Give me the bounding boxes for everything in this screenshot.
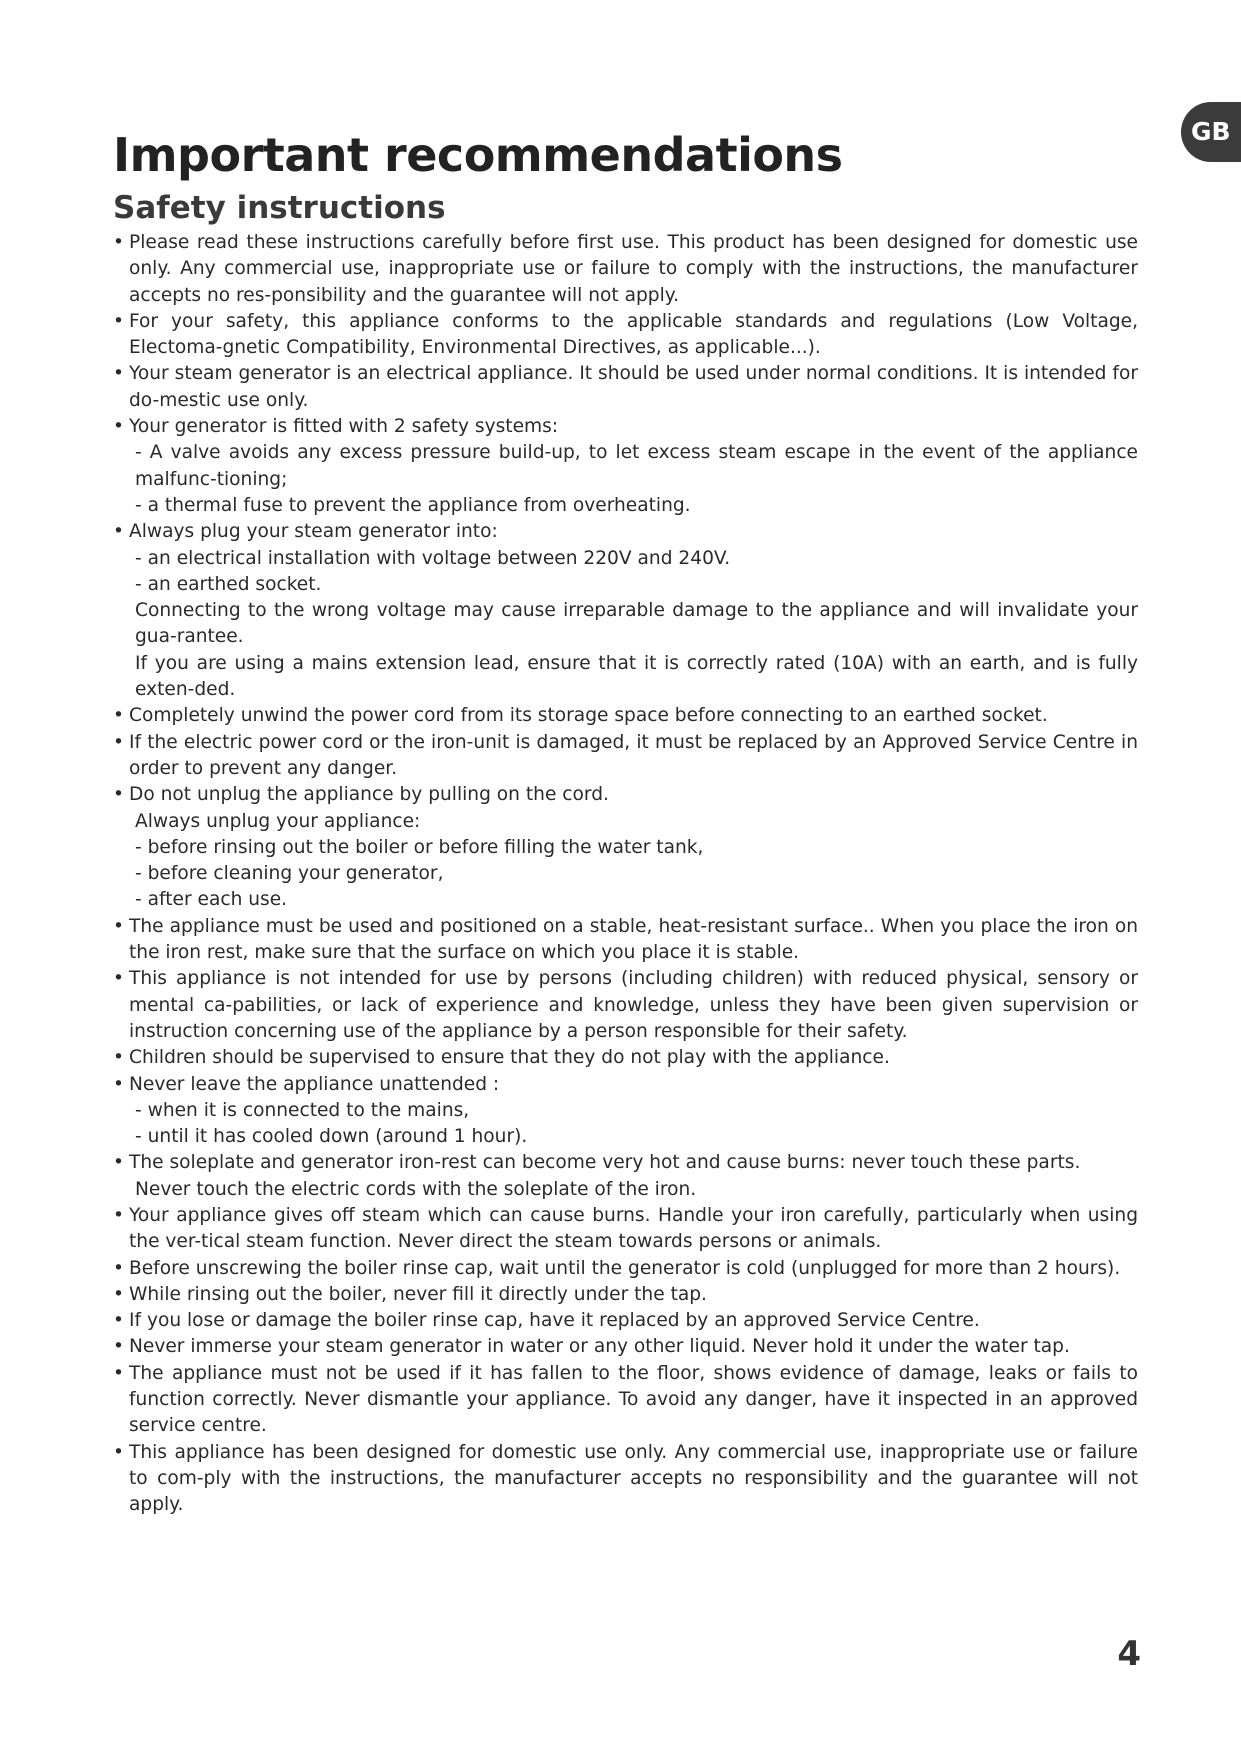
safety-item-text: Your appliance gives off steam which can cause burns. Handle your iron carefully, particularly when using the ver-tical steam function. Never direct the steam towards persons or animals.: [129, 1204, 1138, 1253]
safety-item-note: Always unplug your appliance:: [135, 810, 421, 832]
safety-item-text: Before unscrewing the boiler rinse cap, wait until the generator is cold (unplugged for more than 2 hours).: [129, 1257, 1121, 1279]
safety-list-item: [113, 703, 1138, 729]
safety-instructions-body: [113, 230, 1138, 1519]
safety-list-item: [113, 230, 1138, 309]
safety-list-item: [113, 1334, 1138, 1360]
safety-item-text: Your steam generator is an electrical appliance. It should be used under normal conditions. It is intended for do-mestic use only.: [129, 363, 1138, 411]
safety-item-note: Connecting to the wrong voltage may cause irreparable damage to the appliance and will invalidate your gua-rantee.: [135, 600, 1138, 648]
safety-sub-item: - an electrical installation with voltage between 220V and 240V.: [135, 547, 731, 569]
safety-sub-item: - a thermal fuse to prevent the appliance from overheating.: [135, 494, 691, 516]
safety-item-text: Do not unplug the appliance by pulling on the cord.: [129, 784, 609, 806]
safety-item-text: Children should be supervised to ensure that they do not play with the appliance.: [129, 1047, 890, 1069]
safety-list-item: [113, 309, 1138, 362]
safety-item-text: Never immerse your steam generator in water or any other liquid. Never hold it under the water tap.: [129, 1336, 1070, 1358]
safety-list-item: [113, 1256, 1138, 1282]
language-tab: GB: [1181, 102, 1241, 162]
safety-item-text: The appliance must not be used if it has fallen to the floor, shows evidence of damage, leaks or fails to function correctly. Never dismantle your appliance. To avoid any danger, have it inspected in an approved service centre.: [129, 1362, 1138, 1437]
safety-list-item: [113, 1203, 1138, 1256]
safety-item-text: If you lose or damage the boiler rinse cap, have it replaced by an approved Service Centre.: [129, 1310, 980, 1332]
safety-item-note: If you are using a mains extension lead, ensure that it is correctly rated (10A) with an earth, and is fully exten-ded.: [135, 652, 1138, 701]
safety-list-item: [113, 414, 1138, 519]
safety-sub-item: - an earthed socket.: [135, 573, 322, 595]
safety-item-text: The appliance must be used and positioned on a stable, heat-resistant surface.. When you place the iron on the iron rest, make sure that the surface on which you place it is stable.: [129, 915, 1138, 964]
safety-item-text: This appliance is not intended for use by persons (including children) with reduced physical, sensory or mental ca-pabilities, or lack of experience and knowledge, unless they have been given supervision or instruction concerning use of the appliance by a person responsible for their safety.: [129, 968, 1138, 1042]
safety-list-item: [113, 782, 1138, 913]
safety-list-item: [113, 1045, 1138, 1071]
safety-list-item: [113, 1150, 1138, 1203]
safety-item-text: Please read these instructions carefully before first use. This product has been designed for domestic use only. Any commercial use, inappropriate use or failure to comply with the instructions, the manufacturer accepts no res-ponsibility and the guarantee will not apply.: [129, 232, 1138, 306]
safety-sub-item: - after each use.: [135, 889, 288, 911]
safety-list-item: [113, 1440, 1138, 1519]
safety-list-item: [113, 1308, 1138, 1334]
safety-item-text: Always plug your steam generator into:: [129, 521, 498, 543]
safety-sub-item: - before cleaning your generator,: [135, 863, 444, 885]
safety-list-item: [113, 361, 1138, 414]
safety-item-text: While rinsing out the boiler, never fill it directly under the tap.: [129, 1283, 707, 1305]
safety-item-text: This appliance has been designed for domestic use only. Any commercial use, inappropriate use or failure to com-ply with the instructions, the manufacturer accepts no responsibility and the guarantee will not apply.: [129, 1441, 1138, 1516]
page-number: 4: [1117, 1634, 1141, 1674]
safety-list-item: [113, 1282, 1138, 1308]
section-title: Safety instructions: [113, 190, 446, 226]
safety-item-text: If the electric power cord or the iron-unit is damaged, it must be replaced by an Approved Service Centre in order to prevent any danger.: [129, 731, 1138, 779]
safety-item-text: Completely unwind the power cord from its storage space before connecting to an earthed socket.: [129, 705, 1048, 727]
safety-item-text: Never leave the appliance unattended :: [129, 1073, 500, 1095]
page-title: Important recommendations: [113, 128, 843, 182]
safety-sub-item: - before rinsing out the boiler or before filling the water tank,: [135, 836, 704, 858]
safety-sub-item: - when it is connected to the mains,: [135, 1099, 470, 1121]
safety-item-text: Your generator is fitted with 2 safety systems:: [129, 416, 559, 438]
safety-list-item: [113, 519, 1138, 703]
safety-list-item: [113, 914, 1138, 967]
safety-item-text: For your safety, this appliance conforms to the applicable standards and regulations (Low Voltage, Electoma-gnetic Compatibility, Environmental Directives, as applicable...).: [129, 310, 1138, 359]
safety-sub-item: - until it has cooled down (around 1 hour).: [135, 1126, 528, 1148]
safety-list: [113, 230, 1138, 1519]
safety-sub-item: - A valve avoids any excess pressure build-up, to let excess steam escape in the event of the appliance malfunc-tioning;: [135, 442, 1138, 490]
safety-list-item: [113, 1361, 1138, 1440]
safety-list-item: [113, 1072, 1138, 1151]
safety-item-text: The soleplate and generator iron-rest can become very hot and cause burns: never touch these parts.: [129, 1152, 1081, 1174]
safety-list-item: [113, 730, 1138, 783]
safety-list-item: [113, 966, 1138, 1045]
safety-item-note: Never touch the electric cords with the soleplate of the iron.: [135, 1178, 697, 1200]
